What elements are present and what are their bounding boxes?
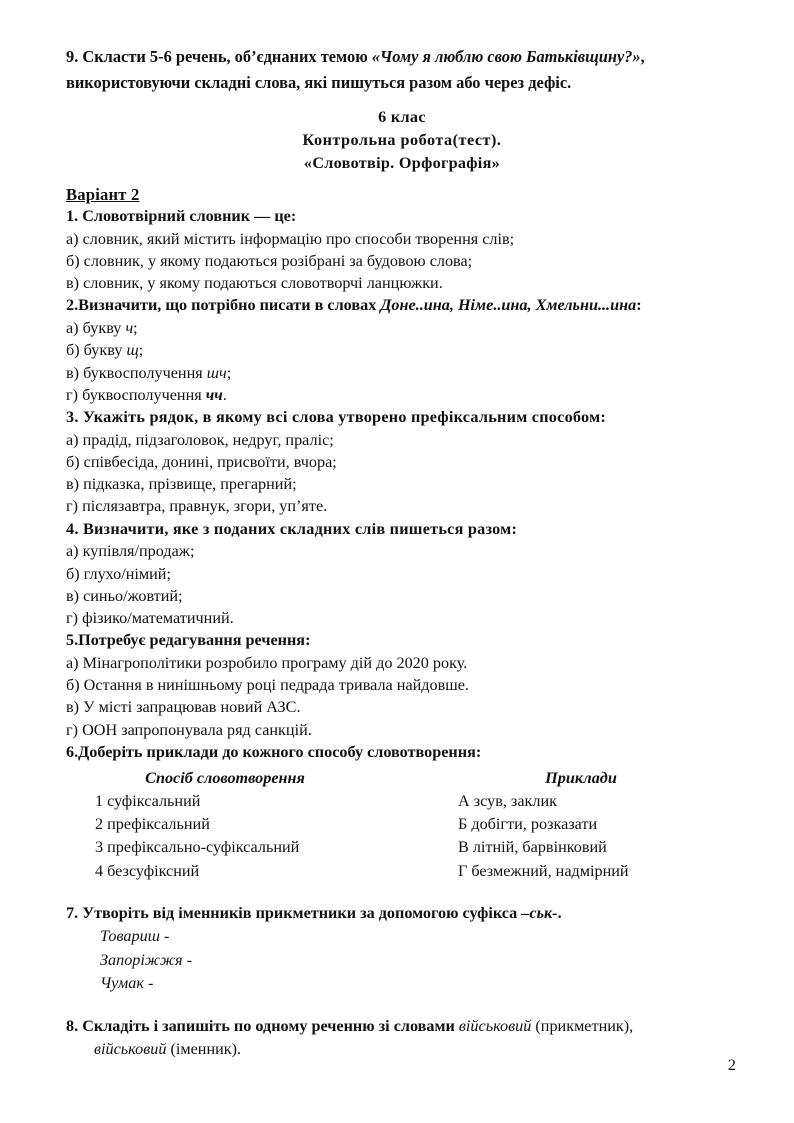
- question-3-option-a: а) прадід, підзаголовок, недруг, праліс;: [66, 430, 334, 449]
- question-3-option-b: б) співбесіда, донині, присвоїти, вчора;: [66, 453, 337, 472]
- variant-label: Варіант 2: [66, 185, 140, 204]
- question-2-prompt-suffix: :: [636, 296, 642, 315]
- question-7-suffix-token: –ськ-: [521, 904, 558, 923]
- question-3-option-d: г) післязавтра, правнук, згори, уп’яте.: [66, 497, 328, 516]
- question-5-option-a: а) Мінагрополітики розробило програму дій до 2020 року.: [66, 654, 468, 673]
- example-item-b: Б добігти, розказати: [458, 815, 598, 834]
- q2d-tail: .: [222, 385, 227, 404]
- q2d-letter: чч: [205, 385, 223, 404]
- question-2-prompt-words: Доне..ина, Німе..ина, Хмельни...ина: [380, 296, 637, 315]
- table-header-row: [66, 766, 738, 790]
- question-4-option-d: г) фізико/математичний.: [66, 609, 234, 628]
- grade-line: 6 клас: [378, 108, 426, 126]
- q2b-lead: б) букву: [66, 341, 127, 360]
- question-2-option-b: [66, 339, 738, 361]
- q2a-lead: а) букву: [66, 319, 126, 338]
- question-7-prompt-suffix: .: [557, 904, 562, 923]
- question-4: [66, 519, 738, 630]
- table-row: [66, 860, 738, 883]
- q2c-letter: шч: [206, 363, 227, 382]
- question-3: [66, 407, 738, 518]
- question-8-second-line: [66, 1038, 738, 1061]
- question-5-option-b: б) Остання в нинішньому році педрада тривала найдовше.: [66, 676, 469, 695]
- question-5-option-c: в) У місті запрацював новий АЗС.: [66, 698, 301, 717]
- question-1-option-c: в) словник, у якому подаються словотворчі ланцюжки.: [66, 274, 443, 293]
- work-header: [66, 106, 738, 175]
- method-item-1: 1 суфіксальний: [95, 791, 201, 810]
- question-6-prompt: 6.Доберіть приклади до кожного способу словотворення:: [66, 742, 482, 761]
- task-9-paragraph: [66, 44, 738, 95]
- question-2-prompt-prefix: 2.Визначити, що потрібно писати в словах: [66, 296, 381, 315]
- q2a-tail: ;: [133, 319, 138, 338]
- method-item-3: 3 префіксально-суфіксальний: [95, 838, 300, 857]
- q2c-lead: в) буквосполучення: [66, 363, 207, 382]
- spacer-before-q8: [66, 996, 738, 1015]
- question-6: [66, 742, 738, 883]
- matching-table: [66, 766, 738, 884]
- question-8-prompt-suffix: (прикметник),: [531, 1016, 634, 1035]
- work-title-line: Контрольна робота(тест).: [302, 131, 502, 149]
- variant-wrapper: [66, 175, 738, 205]
- spacer-before-q7: [66, 883, 738, 902]
- example-item-d: Г безмежний, надмірний: [458, 861, 629, 880]
- table-header-method: Спосіб словотворення: [145, 768, 305, 787]
- page-content: [66, 44, 738, 1061]
- question-5: [66, 630, 738, 741]
- question-1-option-b: б) словник, у якому подаються розібрані за будовою слова;: [66, 252, 473, 270]
- question-5-prompt: 5.Потребує редагування речення:: [66, 631, 311, 650]
- task-9-second-line: використовуючи складні слова, які пишуться разом або через дефіс.: [66, 72, 572, 92]
- q2b-tail: ;: [138, 341, 144, 360]
- task-9-quote: «Чому я люблю свою Батьківщину?»: [371, 47, 641, 66]
- question-4-option-b: б) глухо/німий;: [66, 564, 171, 583]
- question-4-option-a: а) купівля/продаж;: [66, 542, 195, 561]
- q2d-lead: г) буквосполучення: [66, 385, 206, 404]
- question-7-item-3: Чумак -: [100, 974, 154, 993]
- question-8-prompt: [66, 1016, 738, 1038]
- method-item-2: 2 префіксальний: [95, 815, 210, 834]
- table-row: [66, 836, 738, 859]
- table-header-examples: Приклади: [545, 768, 617, 787]
- q2c-tail: ;: [226, 363, 232, 382]
- question-2: [66, 295, 738, 406]
- example-item-a: А зсув, заклик: [458, 791, 557, 810]
- question-7-item-2: Запоріжжя -: [100, 950, 192, 969]
- question-8-second-suffix: (іменник).: [166, 1039, 242, 1058]
- question-4-prompt: 4. Визначити, яке з поданих складних слів пишеться разом:: [66, 519, 518, 538]
- q2b-letter: щ: [126, 341, 139, 360]
- question-1-option-a: а) словник, який містить інформацію про способи творення слів;: [66, 229, 515, 248]
- question-5-option-d: г) ООН запропонувала ряд санкцій.: [66, 720, 312, 739]
- question-7-item-1: Товариш -: [100, 927, 170, 946]
- question-8: [66, 1016, 738, 1061]
- question-7-prompt-prefix: 7. Утворіть від іменників прикметники за допомогою суфікса: [66, 904, 522, 923]
- question-2-option-a: [66, 317, 738, 339]
- question-3-prompt: 3. Укажіть рядок, в якому всі слова утворено префіксальним способом:: [66, 408, 607, 427]
- question-2-option-d: [66, 384, 738, 406]
- topic-line: «Словотвір. Орфографія»: [303, 154, 501, 172]
- question-1: [66, 206, 738, 294]
- table-row: [66, 813, 738, 836]
- method-item-4: 4 безсуфіксний: [95, 861, 200, 880]
- example-item-c: В літній, барвінковий: [458, 838, 607, 857]
- question-7: [66, 903, 738, 996]
- question-7-prompt: [66, 903, 738, 925]
- task-9-suffix: ,: [640, 47, 645, 66]
- question-3-option-c: в) підказка, прізвище, прегарний;: [66, 475, 297, 494]
- q2a-letter: ч: [125, 319, 134, 338]
- task-9-prefix: 9. Скласти 5-6 речень, об’єднаних темою: [66, 47, 372, 66]
- table-row: [66, 790, 738, 813]
- question-2-prompt: [66, 295, 738, 317]
- question-8-prompt-prefix: 8. Складіть і запишіть по одному реченню зі словами: [66, 1016, 459, 1035]
- question-8-word-1: військовий: [458, 1016, 532, 1035]
- page-number: 2: [727, 1056, 736, 1074]
- question-2-option-c: [66, 362, 738, 384]
- question-4-option-c: в) синьо/жовтий;: [66, 586, 183, 605]
- question-1-prompt: 1. Словотвірний словник — це:: [66, 207, 297, 225]
- question-8-word-2: військовий: [94, 1039, 167, 1058]
